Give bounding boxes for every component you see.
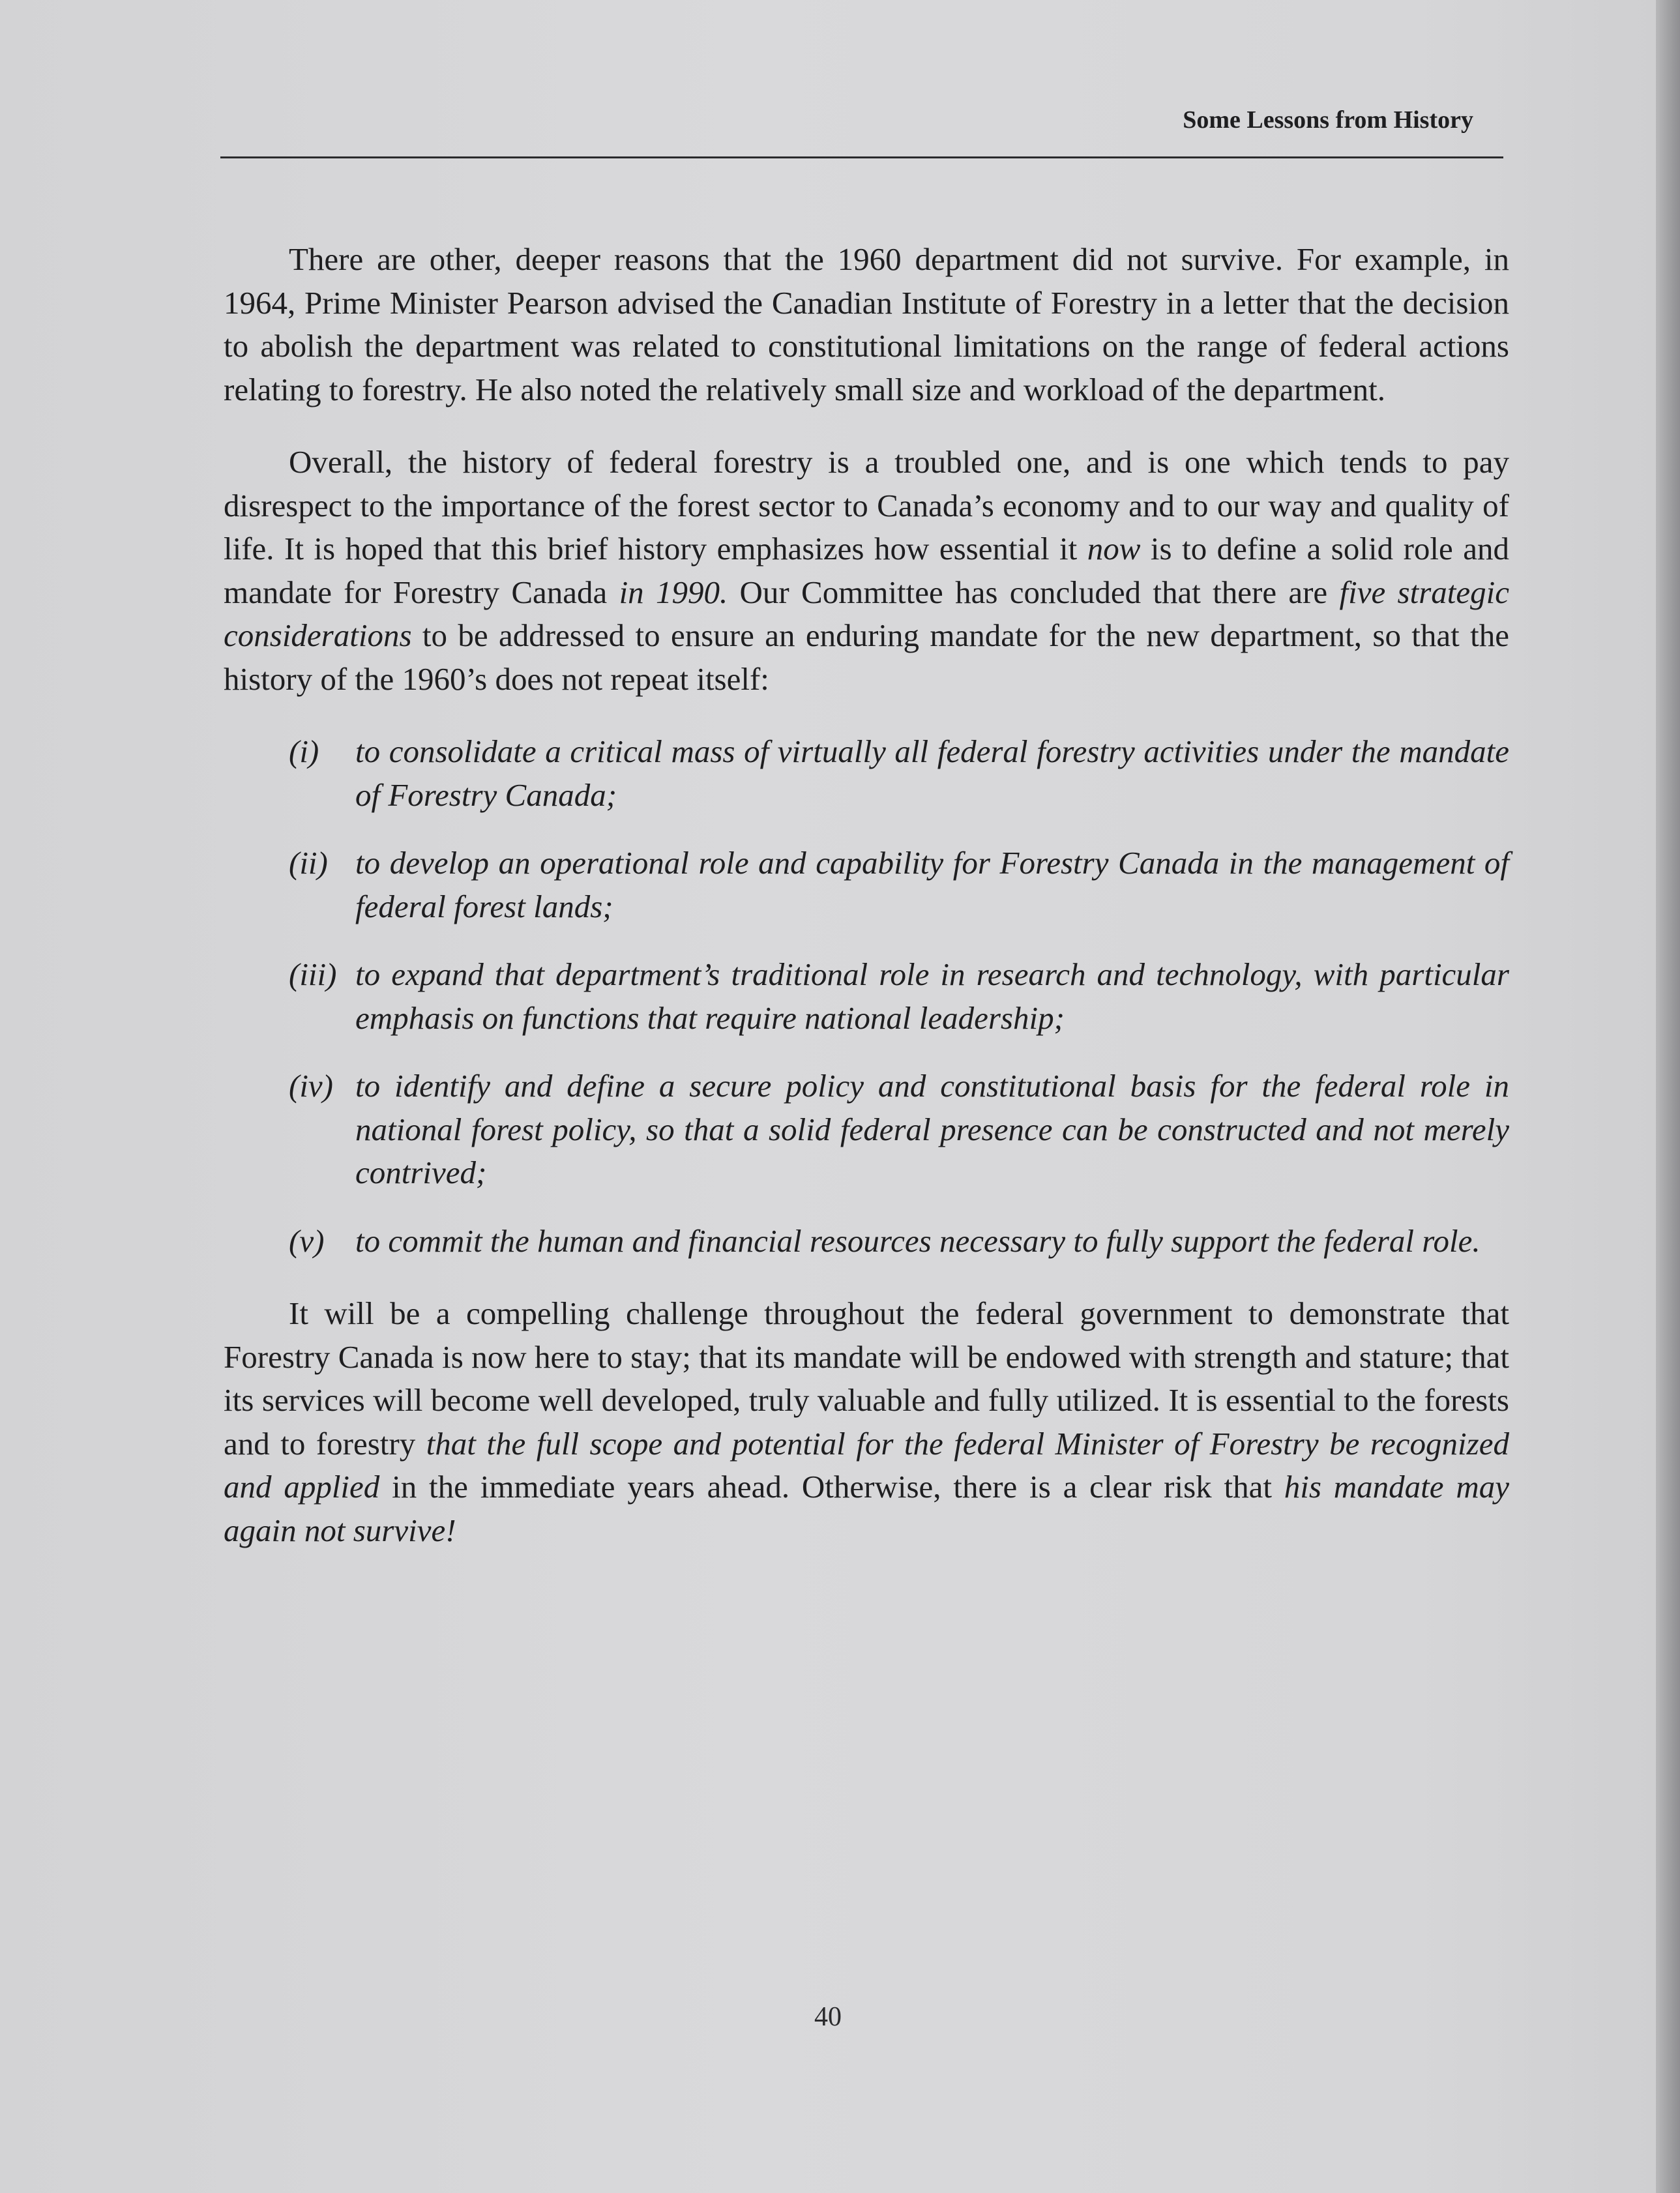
consideration-item	[224, 1065, 1509, 1195]
paragraph-2-text-g: to be addressed to ensure an enduring mandate for the new department, so that the history of the 1960’s does not repeat itself:	[224, 617, 1509, 697]
consideration-number: (ii)	[289, 845, 328, 881]
book-spine-edge	[1656, 0, 1680, 2193]
consideration-text: to expand that department’s traditional role in research and technology, with particular emphasis on functions that require national leadership;	[355, 956, 1509, 1036]
consideration-item	[224, 730, 1509, 817]
consideration-text: to consolidate a critical mass of virtually all federal forestry activities under the mandate of Forestry Canada;	[355, 733, 1509, 813]
paragraph-2-text-a: Overall, the history of federal forestry is a troubled one, and is one which tends to pay disrespect to the importance of the forest sector to Canada’s economy and to our way and quality of life. It is hoped that this brief history emphasizes how essential it	[224, 444, 1509, 567]
paragraph-3	[224, 1292, 1509, 1552]
consideration-number: (v)	[289, 1222, 325, 1259]
running-head: Some Lessons from History	[1183, 106, 1473, 134]
consideration-item	[224, 842, 1509, 928]
paragraph-1: There are other, deeper reasons that the 1960 department did not survive. For example, in 1964, Prime Minister Pearson advised the Canadian Institute of Forestry in a letter that the decision to abolish the department was related to constitutional limitations on the range of federal actions relating to forestry. He also noted the relatively small size and workload of the department.	[224, 241, 1509, 407]
body-text	[224, 238, 1509, 1582]
emphasis-five-strategic-considerations: five strategic considerations	[224, 574, 1509, 653]
paragraph-3-text-a: It will be a compelling challenge throughout the federal government to demonstrate that Forestry Canada is now here to stay; that its mandate will be endowed with strength and stature; that its services will become well developed, truly valuable and fully utilized. It is essential to the forests and to forestry	[224, 1295, 1509, 1462]
emphasis-mandate-may-not-survive: his mandate may again not survive!	[224, 1469, 1509, 1548]
emphasis-now: now	[1087, 531, 1141, 567]
paragraph-2	[224, 441, 1509, 701]
emphasis-full-scope: that the full scope and potential for the federal Minister of Forestry be recognized and applied	[224, 1425, 1509, 1505]
paragraph-3-text-c: in the immediate years ahead. Otherwise, there is a clear risk that	[379, 1469, 1284, 1505]
paragraph-2-text-e: Our Committee has concluded that there are	[728, 574, 1340, 610]
paragraph-2-text-c: is to define a solid role and mandate for Forestry Canada	[224, 531, 1509, 610]
consideration-number: (i)	[289, 733, 319, 769]
consideration-item	[224, 1220, 1509, 1263]
considerations-list	[224, 730, 1509, 1263]
header-rule	[220, 156, 1503, 158]
emphasis-in-1990: in 1990.	[619, 574, 728, 610]
consideration-number: (iii)	[289, 956, 337, 992]
page-number: 40	[814, 2002, 842, 2032]
consideration-text: to identify and define a secure policy and constitutional basis for the federal role in national forest policy, so that a solid federal presence can be constructed and not merely contrived;	[355, 1068, 1509, 1190]
consideration-text: to develop an operational role and capability for Forestry Canada in the management of federal forest lands;	[355, 845, 1509, 924]
consideration-text: to commit the human and financial resources necessary to fully support the federal role.	[355, 1222, 1481, 1259]
consideration-item	[224, 953, 1509, 1040]
consideration-number: (iv)	[289, 1068, 333, 1104]
